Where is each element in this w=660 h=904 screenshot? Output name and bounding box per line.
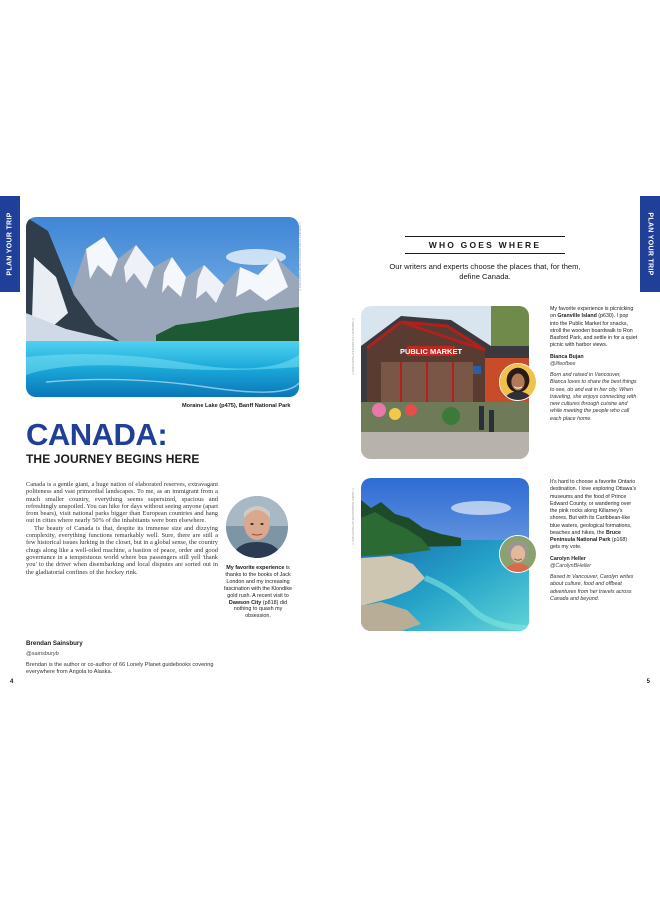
author-name: Brendan Sainsbury — [26, 640, 83, 647]
bianca-avatar — [499, 363, 537, 401]
bianca-name: Bianca Bujan — [550, 353, 584, 360]
page-headline: CANADA: — [26, 417, 168, 452]
tab-label-right: PLAN YOUR TRIP — [646, 212, 654, 276]
photo-credit-bruce: © JAMES WHEELER/SHUTTERSTOCK © — [351, 488, 355, 546]
carolyn-text-2: (p168) gets my vote. — [550, 537, 628, 551]
author-handle[interactable]: @sainsburyb — [26, 651, 59, 657]
tab-label-left: PLAN YOUR TRIP — [6, 212, 14, 276]
carolyn-entry — [550, 479, 638, 603]
bianca-entry — [550, 306, 638, 423]
carolyn-avatar — [499, 535, 537, 573]
bianca-quote — [550, 306, 638, 350]
plan-your-trip-tab-right — [640, 196, 660, 292]
section-intro: Our writers and experts choose the places that, for them, define Canada. — [389, 262, 581, 281]
section-rule-bottom — [405, 253, 565, 254]
page-number-right: 5 — [646, 679, 650, 685]
quote-place: Dawson City — [228, 599, 262, 606]
carolyn-place: Bruce Peninsula National Park — [550, 529, 621, 543]
bianca-handle[interactable]: @lifeofbee — [550, 360, 576, 367]
quote-text-1: is thanks to the books of Jack London and my increasing fascination with the Klondike gold rush. A recent visit to — [223, 565, 293, 599]
plan-your-trip-tab-left — [0, 196, 20, 292]
photo-credit-market: © ANDREW TAYLOR/SHUTTERSTOCK © — [351, 318, 355, 375]
bianca-bio: Born and raised in Vancouver, Bianca loves to share the best things to see, do and eat in her city. When traveling, she enjoys connecting with new cultures through cuisine and while meeting the people who call each place home. — [550, 372, 637, 422]
carolyn-name: Carolyn Heller — [550, 555, 586, 562]
quote-text-2: (p818) did nothing to quash my obsession. — [233, 599, 288, 620]
photo-credit-moraine: © SUBJECT PHOTOGRAPHY/SHUTTERSTOCK © — [298, 222, 302, 292]
body-paragraph-2: The beauty of Canada is that, despite its immense size and dizzying complexity, everything functions remarkably well. Sure, there are still a few historical issues lurking in the closet, but in a global sense, the country chugs along like a well-oiled machine, a bastion of peace, order and good governance in a tempestuous world where bus passengers still yell 'thank you' to the driver when disembarking and local disputes are sorted out in the gladiatorial confines of the hockey rink. — [26, 524, 218, 576]
bianca-place: Granville Island — [557, 313, 597, 320]
quote-lead: My favorite experience — [226, 565, 285, 571]
brendan-avatar — [226, 496, 288, 558]
photo-caption-moraine: Moraine Lake (p475), Banff National Park — [182, 403, 291, 409]
author-bio: Brendan is the author or co-author of 66 Lonely Planet guidebooks covering everywhere from Angola to Alaska. — [26, 662, 214, 676]
carolyn-handle[interactable]: @CarolynBHeller — [550, 562, 591, 569]
page-number-left: 4 — [10, 679, 14, 685]
brendan-quote — [222, 565, 294, 620]
carolyn-text-1: It's hard to choose a favorite Ontario destination. I love exploring Ottawa's museums and the food of Prince Edward County, or wandering over the pink rocks along Killarney's shores. But with its Caribbean-like blue waters, geological formations, beaches and hikes, the — [550, 479, 637, 536]
body-paragraph-1: Canada is a gentle giant, a huge nation of elaborated reserves, extravagant politeness and vast primordial landscapes. To me, as an immigrant from a much smaller country, everything seems supersized, spacious and refreshingly unspoiled. You can hike for days without seeing anyone (apart from bears), visit national parks bigger than European countries and hang out in cities where nearly 50% of the inhabitants were born elsewhere. — [26, 481, 218, 525]
section-title: WHO GOES WHERE — [428, 240, 542, 250]
bianca-text-1: My favorite experience is picnicking on — [550, 306, 634, 320]
section-rule-top — [405, 236, 565, 237]
bianca-text-2: (p630). I pop into the Public Market for snacks, stroll the wooden boardwalk to Ron Basford Park, and settle in for a quiet picnic with harbor views. — [550, 313, 638, 349]
carolyn-bio: Based in Vancouver, Carolyn writes about culture, food and offbeat adventures from her travels across Canada and beyond. — [550, 574, 634, 602]
carolyn-quote — [550, 479, 638, 552]
moraine-lake-photo — [26, 217, 299, 397]
market-sign: PUBLIC MARKET — [399, 347, 463, 356]
intro-body-text — [26, 481, 218, 576]
page-subheadline: THE JOURNEY BEGINS HERE — [26, 452, 200, 466]
